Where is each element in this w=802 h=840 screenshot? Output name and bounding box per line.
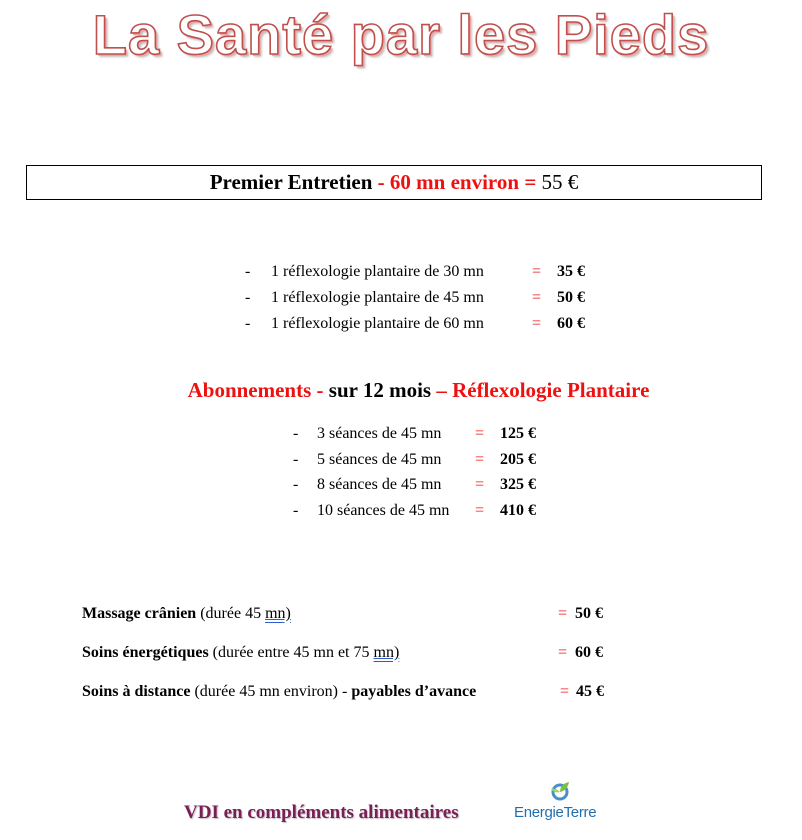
first-session-separator: -: [372, 170, 390, 194]
service-massage: Massage crânien (durée 45 mn): [82, 605, 291, 622]
service-energetic-price: 60 €: [575, 644, 603, 661]
service-energetic-equals: =: [558, 644, 568, 661]
footer-tagline: VDI en compléments alimentaires: [184, 802, 459, 823]
first-session-duration: 60 mn environ: [389, 170, 520, 194]
subscriptions-title: Abonnements - sur 12 mois – Réflexologie Plantaire: [187, 378, 650, 402]
energie-terre-logo-text: EnergieTerre: [514, 804, 597, 821]
service-massage-price: 50 €: [575, 605, 603, 622]
service-massage-equals: =: [558, 605, 568, 622]
first-session-equals: =: [519, 170, 542, 194]
service-remote-equals: =: [560, 683, 570, 700]
page-title: La Santé par les Pieds: [92, 3, 710, 66]
first-session-price: 55 €: [541, 170, 579, 194]
first-session-label: Premier Entretien: [209, 170, 373, 194]
energie-terre-logo-icon: [549, 780, 571, 802]
service-remote: Soins à distance (durée 45 mn environ) - payables d’avance: [82, 683, 477, 700]
first-session-box: [26, 165, 762, 200]
service-remote-price: 45 €: [576, 683, 604, 700]
service-energetic: Soins énergétiques (durée entre 45 mn et 75 mn): [82, 644, 400, 661]
